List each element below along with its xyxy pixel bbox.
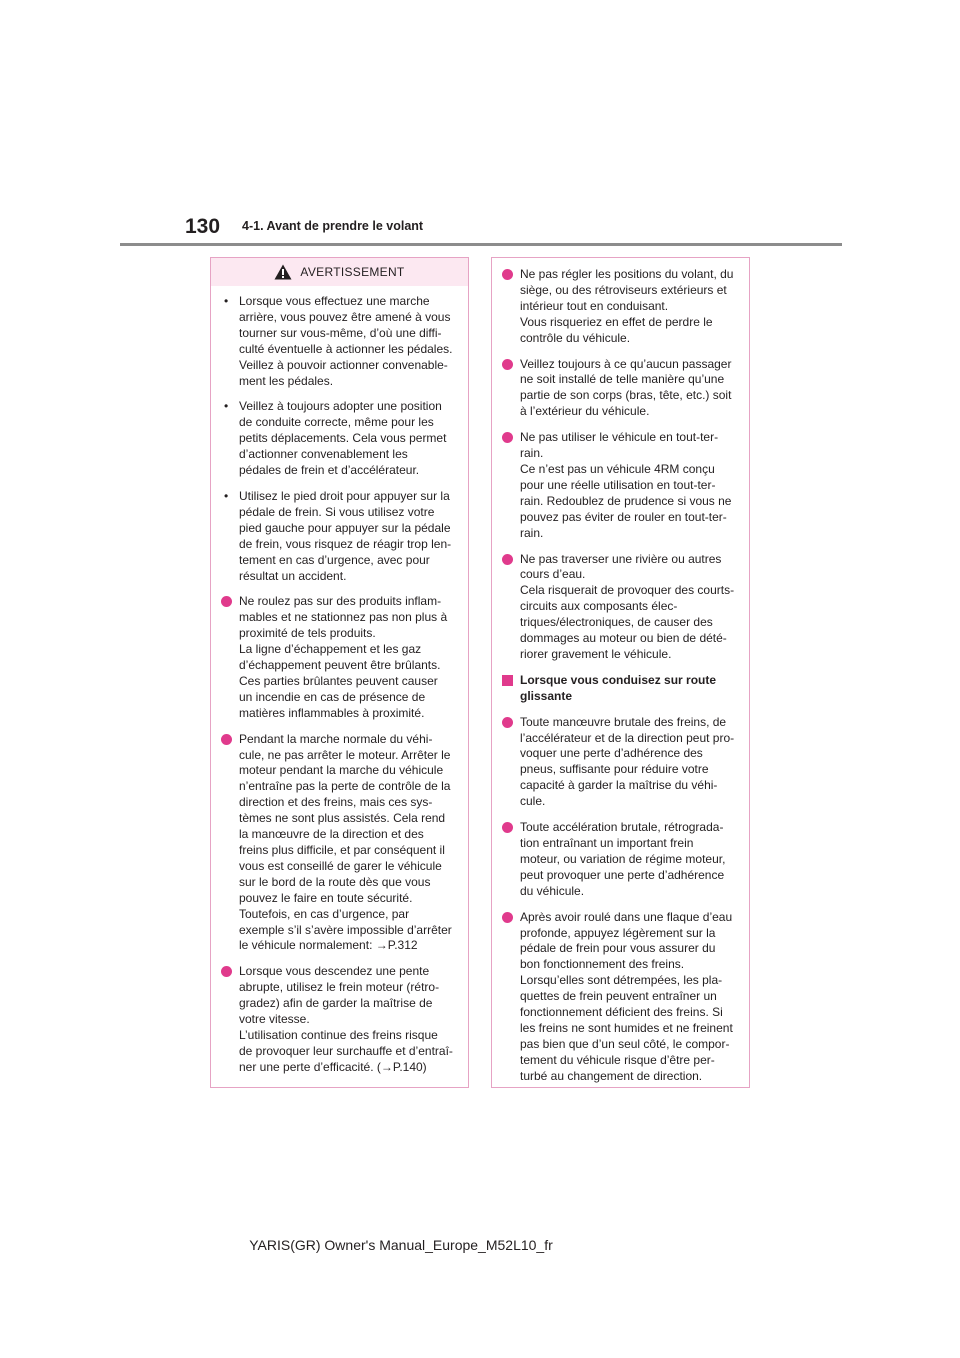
bullet-dot-icon xyxy=(502,717,513,728)
list-item-text: Ne pas régler les positions du volant, du siège, ou des rétroviseurs extérieurs et intérieur tout en conduisant. Vous risqueriez en effet de perdre le contrôle du véhicule. xyxy=(520,267,734,345)
list-item-text: Toute manœuvre brutale des freins, de l’accélérateur et de la direction peut pro- voquer une perte d’adhérence des pneus, suffisante pour réduire votre capacité à garder la maîtrise du véhi- cule. xyxy=(520,714,735,809)
header-rule xyxy=(120,243,842,246)
list-item xyxy=(221,489,458,584)
list-item xyxy=(502,357,739,421)
list-item xyxy=(502,267,739,347)
list-item-text: Ne pas traverser une rivière ou autres cours d’eau. Cela risquerait de provoquer des courts- circuits aux composants élec- triques/électroniques, de causer des dommages au moteur ou bien de dété- riorer gravement le véhicule. xyxy=(520,551,735,661)
bullet-dot-icon xyxy=(221,734,232,745)
list-item-text: Après avoir roulé dans une flaque d’eau profonde, appuyez légèrement sur la pédale de frein pour vous assurer du bon fonctionnement des freins. Lorsqu’elles sont détrempées, les pla- quettes de frein peuvent entraîner un fonctionnement déficient des freins. Si les freins ne sont humides et ne freinent pas bien que d’un seul côté, le compor- tement du véhicule risque d’être per- turbé au changement de direction. xyxy=(520,909,733,1083)
warning-header xyxy=(211,258,468,286)
bullet-dot-icon xyxy=(502,822,513,833)
list-item-text: Ne roulez pas sur des produits inflam- mables et ne stationnez pas non plus à proximité de tels produits. La ligne d’échappement et les gaz d’échappement peuvent être brûlants. Ces parties brûlantes peuvent causer un incendie en cas de présence de matières inflammables à proximité. xyxy=(239,594,448,720)
bullet-dot-icon xyxy=(502,359,513,370)
list-item-text: Veillez toujours à ce qu’aucun passager ne soit installé de telle manière qu’une partie de son corps (bras, tête, etc.) soit à l’extérieur du véhicule. xyxy=(520,356,732,419)
page-number: 130 xyxy=(185,215,221,238)
list-item xyxy=(221,732,458,955)
warning-title: AVERTISSEMENT xyxy=(300,265,405,279)
list-item-text: Lorsque vous descendez une pente abrupte, utilisez le frein moteur (rétro- gradez) afin de garder la maîtrise de votre vitesse. L’utilisation continue des freins risque de provoquer leur surchauffe et d’entraî- ner une perte d’efficacité. (→P.140) xyxy=(239,964,453,1074)
list-item xyxy=(502,430,739,541)
section-title: 4-1. Avant de prendre le volant xyxy=(242,219,424,233)
left-item-list xyxy=(221,294,458,1076)
list-item-text: Pendant la marche normale du véhi- cule, ne pas arrêter le moteur. Arrêter le moteur pendant la marche du véhicule n’entraîne pas la perte de contrôle de la direction et des freins, mais ces sys- tèmes ne sont plus assistés. Cela rend la manœuvre de la direction et des freins plus difficile, et par conséquent il vous est conseillé de garer le véhicule sur le bord de la route dès que vous pouvez le faire en toute sécurité. Toutefois, en cas d’urgence, par exemple s’il s’avère impossible d’arrêter le véhicule normalement: →P.312 xyxy=(239,731,452,953)
bullet-dot-icon xyxy=(502,432,513,443)
list-item-text: Utilisez le pied droit pour appuyer sur la pédale de frein. Si vous utilisez votre pied gauche pour appuyer sur la pédale de frein, vous risquez de réagir trop len- tement en cas d’urgence, avec pour résultat un accident. xyxy=(239,488,452,583)
bullet-dot-icon xyxy=(502,912,513,923)
list-item-text: Lorsque vous effectuez une marche arrière, vous pouvez être amené à vous tourner sur vous-même, d’où une diffi- culté éventuelle à actionner les pédales. Veillez à pouvoir actionner convenable- ment les pédales. xyxy=(239,294,453,388)
subsection-heading xyxy=(502,673,739,705)
right-item-list xyxy=(502,265,739,1085)
bullet-icon: • xyxy=(224,399,229,414)
list-item-text: Ne pas utiliser le véhicule en tout-ter- rain. Ce n’est pas un véhicule 4RM conçu pour une réelle utilisation en tout-ter- rain. Redoublez de prudence si vous ne pouvez pas éviter de rouler en tout-ter- rain. xyxy=(520,430,732,540)
bullet-dot-icon xyxy=(221,596,232,607)
bullet-dot-icon xyxy=(502,269,513,280)
list-item xyxy=(221,964,458,1075)
list-item xyxy=(221,399,458,479)
bullet-dot-icon xyxy=(221,966,232,977)
list-item xyxy=(221,294,458,389)
list-item xyxy=(502,552,739,663)
list-item-text: Lorsque vous conduisez sur route glissante xyxy=(520,672,717,703)
list-item xyxy=(221,594,458,721)
footer xyxy=(0,1237,960,1253)
square-bullet-icon xyxy=(502,675,513,686)
list-item xyxy=(502,910,739,1085)
warning-triangle-icon xyxy=(274,264,292,280)
list-item xyxy=(502,820,739,900)
list-item-text: Toute accélération brutale, rétrograda- tion entraînant un important frein moteur, ou variation de régime moteur, peut provoquer une perte d’adhérence du véhicule. xyxy=(520,820,726,898)
bullet-dot-icon xyxy=(502,554,513,565)
warning-box-right xyxy=(491,257,750,1088)
bullet-icon: • xyxy=(224,488,229,503)
footer-text: YARIS(GR) Owner's Manual_Europe_M52L10_fr xyxy=(249,1237,553,1253)
list-item xyxy=(502,715,739,810)
warning-box-left xyxy=(210,257,469,1088)
bullet-icon: • xyxy=(224,294,229,308)
list-item-text: Veillez à toujours adopter une position de conduite correcte, même pour les petits déplacements. Cela vous permet d’actionner convenablement les pédales de frein et d’accélérateur. xyxy=(239,399,447,478)
